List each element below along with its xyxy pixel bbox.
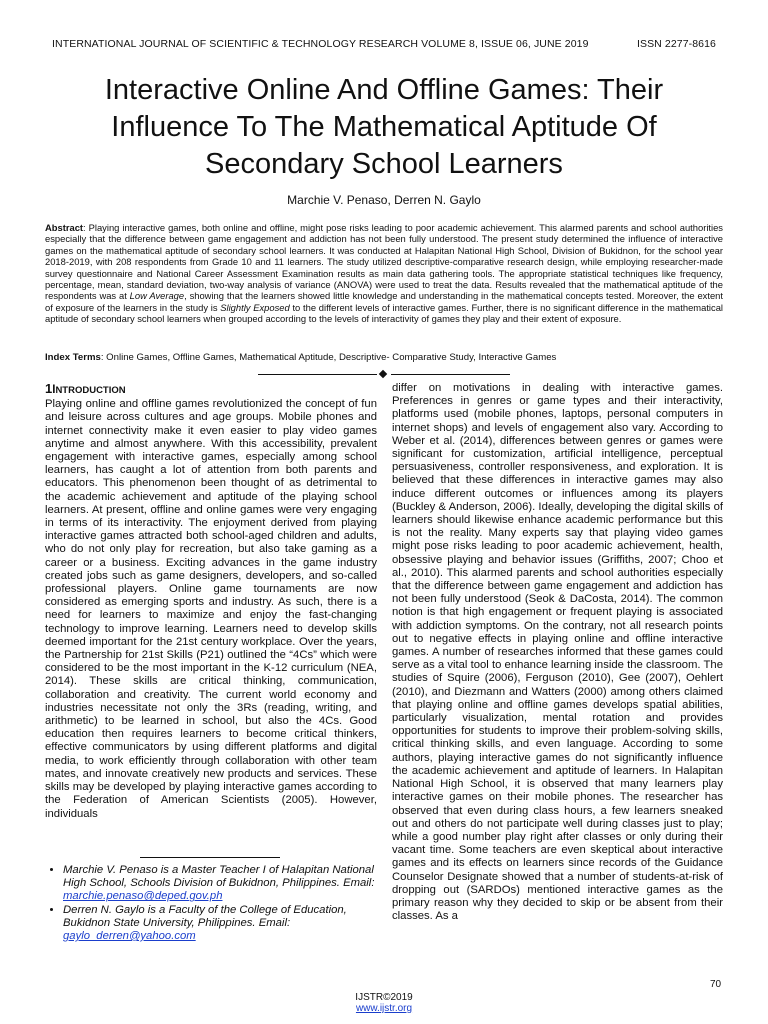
title-line-3: Secondary School Learners [205, 148, 563, 180]
index-terms-label: Index Terms [45, 352, 101, 363]
page-number: 70 [710, 979, 722, 990]
author-footnotes [45, 864, 377, 943]
abstract-text-3: to the different levels of interactive games. Further, there is no significant difference in the mathematical aptitude of secondary school learners when grouped according to the levels of interactivity of games they play and their extent of exposure. [45, 301, 723, 325]
abstract-emphasis-1: Low Average [129, 290, 185, 302]
email-link[interactable]: marchie.penaso@deped.gov.ph [63, 890, 223, 903]
right-column [392, 382, 723, 923]
issn: ISSN 2277-8616 [636, 38, 716, 50]
divider-line-left [258, 374, 377, 375]
journal-name: INTERNATIONAL JOURNAL OF SCIENTIFIC & TECHNOLOGY RESEARCH VOLUME 8, ISSUE 06, JUNE 2019 [52, 38, 589, 50]
introduction-heading [45, 382, 377, 397]
page-footer [0, 992, 768, 1014]
section-title-rest: NTRODUCTION [55, 385, 126, 396]
footnote-item [63, 864, 377, 904]
section-initial: I [52, 384, 56, 396]
abstract-text-1: : Playing interactive games, both online and offline, might pose risks leading to poor academic achievement. This alarmed parents and school authorities especially that the difference between game engagement and addiction has not been fully understood. The present study determined the influence of interactive games on the mathematical aptitude of secondary school learners. It was conducted at Halapitan National High School, Division of Bukidnon, for the school year 2018-2019, with 208 respondents from Grade 10 and 11 learners. The study utilized descriptive-comparative research design, while employing researcher-made survey questionnaire and National Career Assessment Examination results as main data gathering tools. The appropriate statistical techniques like frequency, percentage, mean, standard deviation, two-way analysis of variance (ANOVA) were used to treat the data. Results revealed that the mathematical aptitude of the respondents was at [45, 222, 723, 302]
section-number: 1 [45, 381, 53, 396]
abstract-label: Abstract [45, 222, 84, 233]
title-line-2: Influence To The Mathematical Aptitude Of [111, 111, 657, 143]
divider-diamond-icon [379, 370, 387, 378]
author-list: Marchie V. Penaso, Derren N. Gaylo [287, 193, 481, 207]
abstract-emphasis-2: Slightly Exposed [220, 301, 290, 313]
footnote-item [63, 904, 377, 944]
divider-line-right [391, 374, 510, 375]
journal-url-link[interactable]: www.ijstr.org [355, 1003, 413, 1014]
email-link[interactable]: gaylo_derren@yahoo.com [63, 930, 196, 943]
abstract [45, 222, 723, 325]
footnote-separator [140, 857, 280, 858]
footnote-text: Derren N. Gaylo is a Faculty of the College of Education, Bukidnon State University, Philippines. Email: [63, 903, 347, 929]
running-header [52, 38, 716, 50]
footnote-text: Marchie V. Penaso is a Master Teacher I of Halapitan National High School, Schools Division of Bukidnon, Philippines. Email: [63, 864, 375, 890]
intro-paragraph-right: differ on motivations in dealing with interactive games. Preferences in genres or game types and their interactivity, platforms used (mobile phones, laptops, personal computers in internet shops) and levels of engagement also vary. According to Weber et al. (2014), differences between genres or games were significant for customization, artificial intelligence, perceptual persuasiveness, controller responsiveness, and exploration. It is believed that these differences in interactive games may also induce different outcomes or influences among its players (Buckley & Anderson, 2006). Ideally, developing the digital skills of learners should likewise enhance academic performance but this is not the reality. Many experts say that playing video games might pose risks leading to poor academic achievement, health, obsessive playing and behavior issues (Griffiths, 2007; Choo et al., 2010). This alarmed parents and school authorities especially that the difference between game engagement and addiction has not been fully understood (Seok & DaCosta, 2014). The common notion is that high engagement or frequent playing is associated with addiction symptoms. On the contrary, not all research points out to negative effects in playing online and offline interactive games. A number of researches informed that these games could serve as a vital tool to enhance learning inside the classroom. The studies of Squire (2006), Ferguson (2010), Gee (2007), Oehlert (2010), and Diezmann and Watters (2000) among others claimed that playing online and offline games develops spatial abilities, particularly visualization, mental rotation and provides opportunities for students to improve their problem-solving skills, critical thinking skills, and even language. According to some authors, playing interactive games do not significantly influence the academic achievement and aptitude of learners. In Halapitan National High School, it is observed that many learners play interactive games on their mobile phones. The researcher has observed that even during class hours, a few learners sneaked out and others do not participate well during classes just to play; while a good number play right after classes or only during their vacant time. Some teachers are even skeptical about interactive games and its effects on learners since records of the Guidance Counselor Designate showed that a number of students-at-risk of dropping out (SARDOs) mentioned interactive games as the primary reason why they decided to skip or be absent from their classes. As a [392, 382, 723, 923]
index-terms-text: : Online Games, Offline Games, Mathematical Aptitude, Descriptive- Comparative Study, Interactive Games [100, 352, 557, 363]
left-column [45, 382, 377, 821]
abstract-text-2: , showing that the learners showed little knowledge and understanding in the mathematical concepts tested. Moreover, the extent of exposure of the learners in the study is [45, 290, 724, 313]
title-line-1: Interactive Online And Offline Games: Their [104, 74, 664, 106]
paper-title [40, 72, 728, 183]
intro-paragraph-left: Playing online and offline games revolutionized the concept of fun and leisure across cultures and age groups. Mobile phones and internet connectivity make it even easier to play video games anytime and almost anywhere. With this accessibility, prevalent engagement with interactive games, especially among school learners, has caught a lot of attention from both parents and educators. This phenomenon been thought of as detrimental to the academic achievement and aptitude of the playing school learners. At present, offline and online games were very engaging in terms of its interactivity. The enjoyment derived from playing interactive games attracted both school-aged children and adults, who do not only play for recreation, but also take gaming as a career or a business. Exciting advances in the game industry created jobs such as game designers, developers, and so-called professional players. Online game tournaments are now considered as emerging sports and industry. As such, there is a need for learners to maximize and enjoy the fast-changing technology to improve learning. Learners need to develop skills deemed important for the 21st century workplace. Over the years, the Partnership for 21st Skills (P21) outlined the “4Cs” which were considered to be the most important in the K-12 curriculum (NEA, 2014). These skills are critical thinking, communication, collaboration and creativity. The current world economy and industries necessitate not only the 3Rs (reading, writing, and arithmetic) to be learned in school, but also the 4Cs. Good education then requires learners to become critical thinkers, effective communicators by using different platforms and digital media, to work efficiently through collaboration with other team mates, and innovate creatively new products and services. These skills may be developed by playing interactive games according to the Federation of American Scientists (2005). However, individuals [45, 398, 377, 820]
publisher-copyright: IJSTR©2019 [355, 992, 413, 1003]
index-terms [45, 352, 723, 363]
section-divider [258, 370, 510, 380]
